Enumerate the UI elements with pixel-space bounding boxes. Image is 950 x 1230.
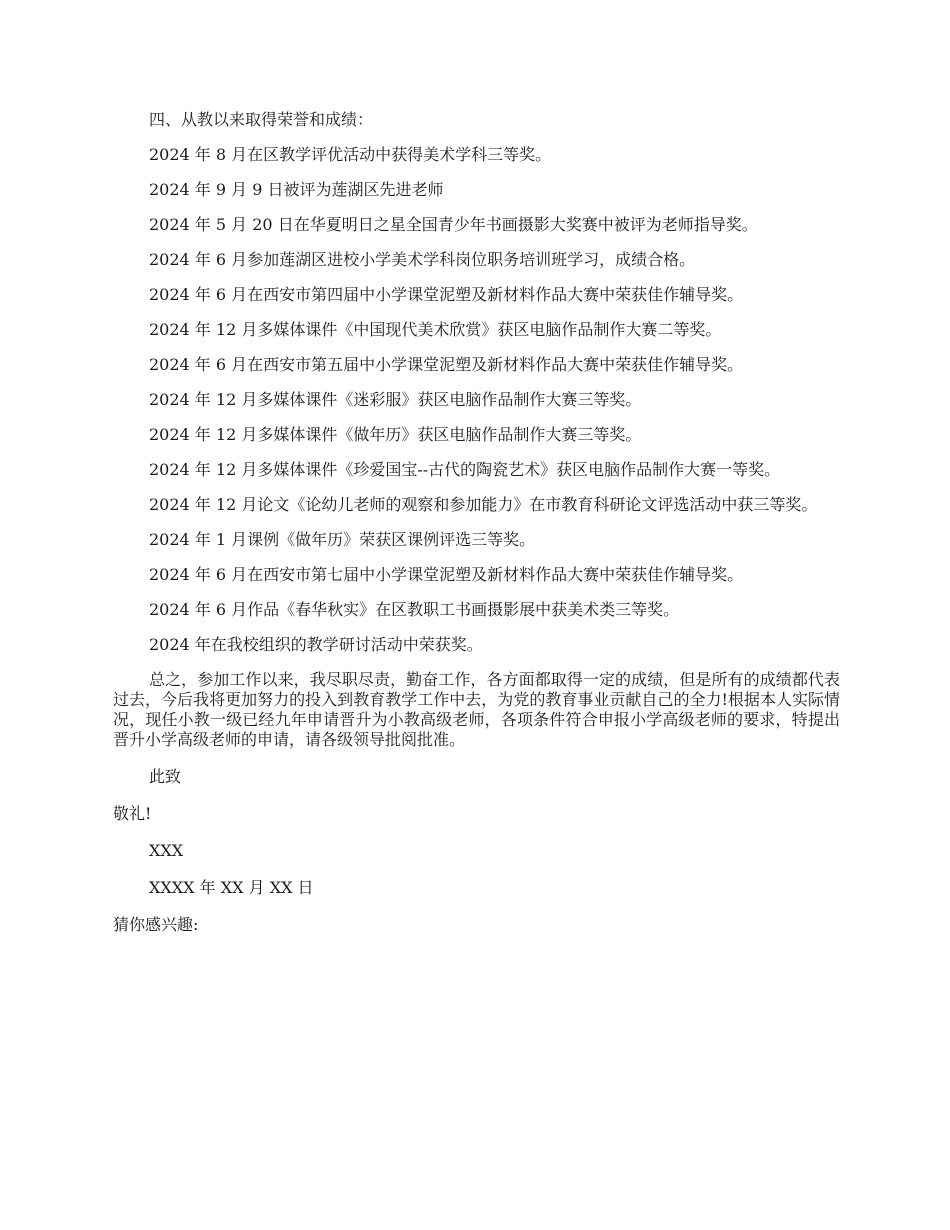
date-text: XXXX 年 XX 月 XX 日: [149, 878, 314, 897]
section-heading: 四、从教以来取得荣誉和成绩：: [149, 110, 374, 129]
honor-item-12: 2024 年 1 月课例《做年历》荣获区课例评选三等奖。: [149, 530, 536, 549]
honor-item-9: 2024 年 12 月多媒体课件《做年历》获区电脑作品制作大赛三等奖。: [149, 425, 642, 444]
honor-item-15: 2024 年在我校组织的教学研讨活动中荣获奖。: [149, 635, 483, 654]
honor-item-10: 2024 年 12 月多媒体课件《珍爱国宝--古代的陶瓷艺术》获区电脑作品制作大赛一等奖。: [149, 460, 781, 479]
honor-item-8: 2024 年 12 月多媒体课件《迷彩服》获区电脑作品制作大赛三等奖。: [149, 390, 642, 409]
honor-item-2: 2024 年 9 月 9 日被评为莲湖区先进老师: [149, 180, 444, 199]
closing-text: 此致: [149, 767, 182, 786]
honor-item-14: 2024 年 6 月作品《春华秋实》在区教职工书画摄影展中获美术类三等奖。: [149, 600, 680, 619]
honor-item-7: 2024 年 6 月在西安市第五届中小学课堂泥塑及新材料作品大赛中荣获佳作辅导奖。: [149, 355, 744, 374]
honor-item-5: 2024 年 6 月在西安市第四届中小学课堂泥塑及新材料作品大赛中荣获佳作辅导奖。: [149, 285, 744, 304]
salute-text: 敬礼!: [113, 804, 152, 823]
document-page: [113, 110, 840, 950]
conclusion-paragraph: 总之，参加工作以来，我尽职尽责，勤奋工作，各方面都取得一定的成绩，但是所有的成绩都代表过去，今后我将更加努力的投入到教育教学工作中去，为党的教育事业贡献自己的全力!根据本人实际情况，现任小教一级已经九年申请晋升为小教高级老师，各项条件符合申报小学高级老师的要求，特提出晋升小学高级老师的申请，请各级领导批阅批准。: [113, 670, 840, 749]
footer-related-label: 猜你感兴趣:: [113, 915, 199, 934]
honor-item-11: 2024 年 12 月论文《论幼儿老师的观察和参加能力》在市教育科研论文评选活动中获三等奖。: [149, 495, 818, 514]
honor-item-13: 2024 年 6 月在西安市第七届中小学课堂泥塑及新材料作品大赛中荣获佳作辅导奖。: [149, 565, 744, 584]
honor-item-1: 2024 年 8 月在区教学评优活动中获得美术学科三等奖。: [149, 145, 552, 164]
honor-item-3: 2024 年 5 月 20 日在华夏明日之星全国青少年书画摄影大奖赛中被评为老师指导奖。: [149, 215, 758, 234]
honor-item-6: 2024 年 12 月多媒体课件《中国现代美术欣赏》获区电脑作品制作大赛二等奖。: [149, 320, 722, 339]
signature-text: XXX: [149, 841, 184, 860]
honor-item-4: 2024 年 6 月参加莲湖区进校小学美术学科岗位职务培训班学习，成绩合格。: [149, 250, 696, 269]
